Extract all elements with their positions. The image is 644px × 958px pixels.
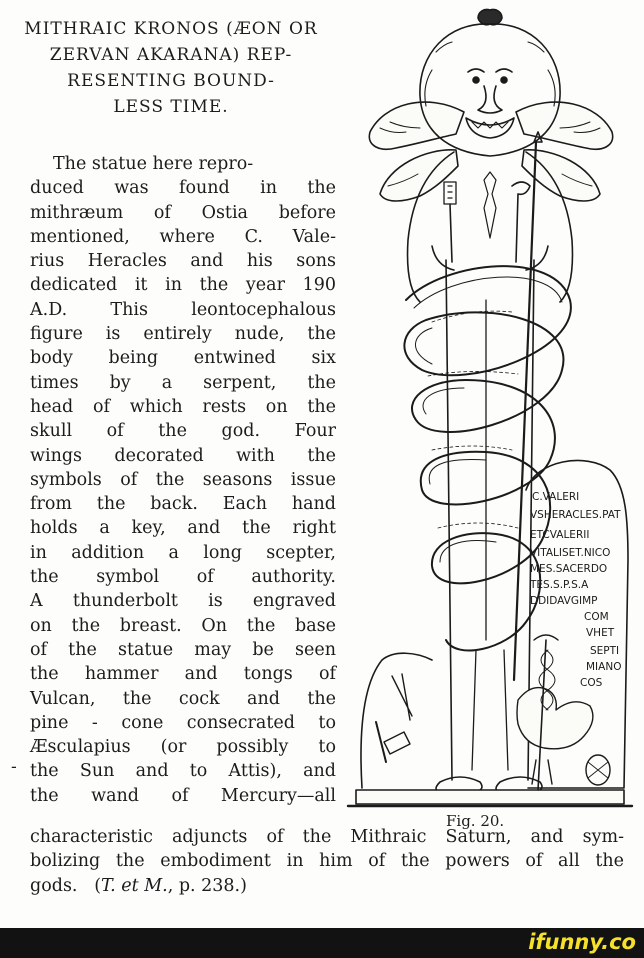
inscription-line: COM [584, 611, 609, 623]
text-line: wings decorated with the [30, 445, 336, 466]
text-line: mithræum of Ostia before [30, 202, 336, 223]
text-line: A thunderbolt is engraved [30, 591, 336, 612]
text-line: Æsculapius (or possibly to [30, 737, 336, 758]
inscription-line: TES.S.P.S.A [530, 579, 589, 591]
citation-gods: gods. [30, 875, 78, 896]
keys-and-scepter [444, 132, 542, 680]
citation-page: , p. 238.) [167, 875, 247, 896]
text-line: of the statue may be seen [30, 639, 336, 660]
heading-line: MITHRAIC KRONOS (ÆON OR [24, 19, 318, 39]
text-line: bolizing the embodiment in him of the powers of all the [30, 851, 624, 872]
text-line: pine - cone consecrated to [30, 712, 336, 733]
text-line: from the back. Each hand [30, 494, 336, 515]
altar-inscription [529, 491, 621, 689]
inscription-line: C.VALERI [532, 491, 580, 503]
text-line: Vulcan, the cock and the [30, 688, 336, 709]
inscription-line: COS [580, 677, 603, 689]
text-line: head of which rests on the [30, 396, 336, 417]
text-line: symbols of the seasons issue [30, 469, 336, 490]
text-line: A.D. This leontocephalous [30, 299, 336, 320]
text-line: the symbol of authority. [30, 567, 336, 588]
inscription-line: VITALISET.NICO [530, 547, 611, 559]
ifunny-watermark: ifunny.co [528, 930, 636, 954]
wings [369, 102, 612, 201]
text-line: duced was found in the [30, 178, 336, 199]
text-line: the wand of Mercury—all [30, 785, 336, 806]
heading-line: LESS TIME. [113, 97, 229, 117]
heading-line: RESENTING BOUND- [67, 71, 275, 91]
text-line: on the breast. On the base [30, 615, 336, 636]
text-line: rius Heracles and his sons [30, 251, 336, 272]
section-heading [6, 16, 336, 120]
inscription-line: DDIDAVGIMP [530, 595, 598, 607]
text-line: characteristic adjuncts of the Mithraic Saturn, and sym- [30, 827, 624, 847]
statue-illustration [336, 0, 644, 820]
base-symbols [376, 635, 610, 790]
text-line: times by a serpent, the [30, 372, 336, 393]
inscription-line: MES.SACERDO [530, 563, 608, 575]
inscription-line: VSHERACLES.PAT [530, 509, 621, 521]
text-line: figure is entirely nude, the [30, 324, 336, 345]
margin-hyphen-mark: - [11, 757, 17, 777]
citation-line [30, 874, 624, 898]
text-line: dedicated it in the year 190 [30, 275, 336, 296]
body-text-column [30, 152, 336, 808]
citation-ref: T. et M. [101, 875, 168, 896]
text-line: the Sun and to Attis), and [30, 761, 336, 782]
inscription-line: MIANO [586, 661, 622, 673]
text-line: The statue here repro- [53, 154, 254, 174]
text-line: body being entwined six [30, 348, 336, 369]
inscription-line: VHET [586, 627, 615, 639]
figure-caption: Fig. 20. [446, 812, 505, 830]
body-text-full-width [30, 825, 624, 898]
text-line: the hammer and tongs of [30, 664, 336, 685]
text-line: holds a key, and the right [30, 518, 336, 539]
heading-line: ZERVAN AKARANA) REP- [49, 45, 293, 65]
text-line: skull of the god. Four [30, 421, 336, 442]
citation-open: ( [94, 875, 102, 896]
inscription-line: ETCVALERII [530, 529, 590, 541]
inscription-line: SEPTI [590, 645, 620, 657]
serpent [404, 266, 570, 650]
text-line: mentioned, where C. Vale- [30, 226, 336, 247]
text-line: in addition a long scepter, [30, 542, 336, 563]
watermark-bar [0, 928, 644, 958]
